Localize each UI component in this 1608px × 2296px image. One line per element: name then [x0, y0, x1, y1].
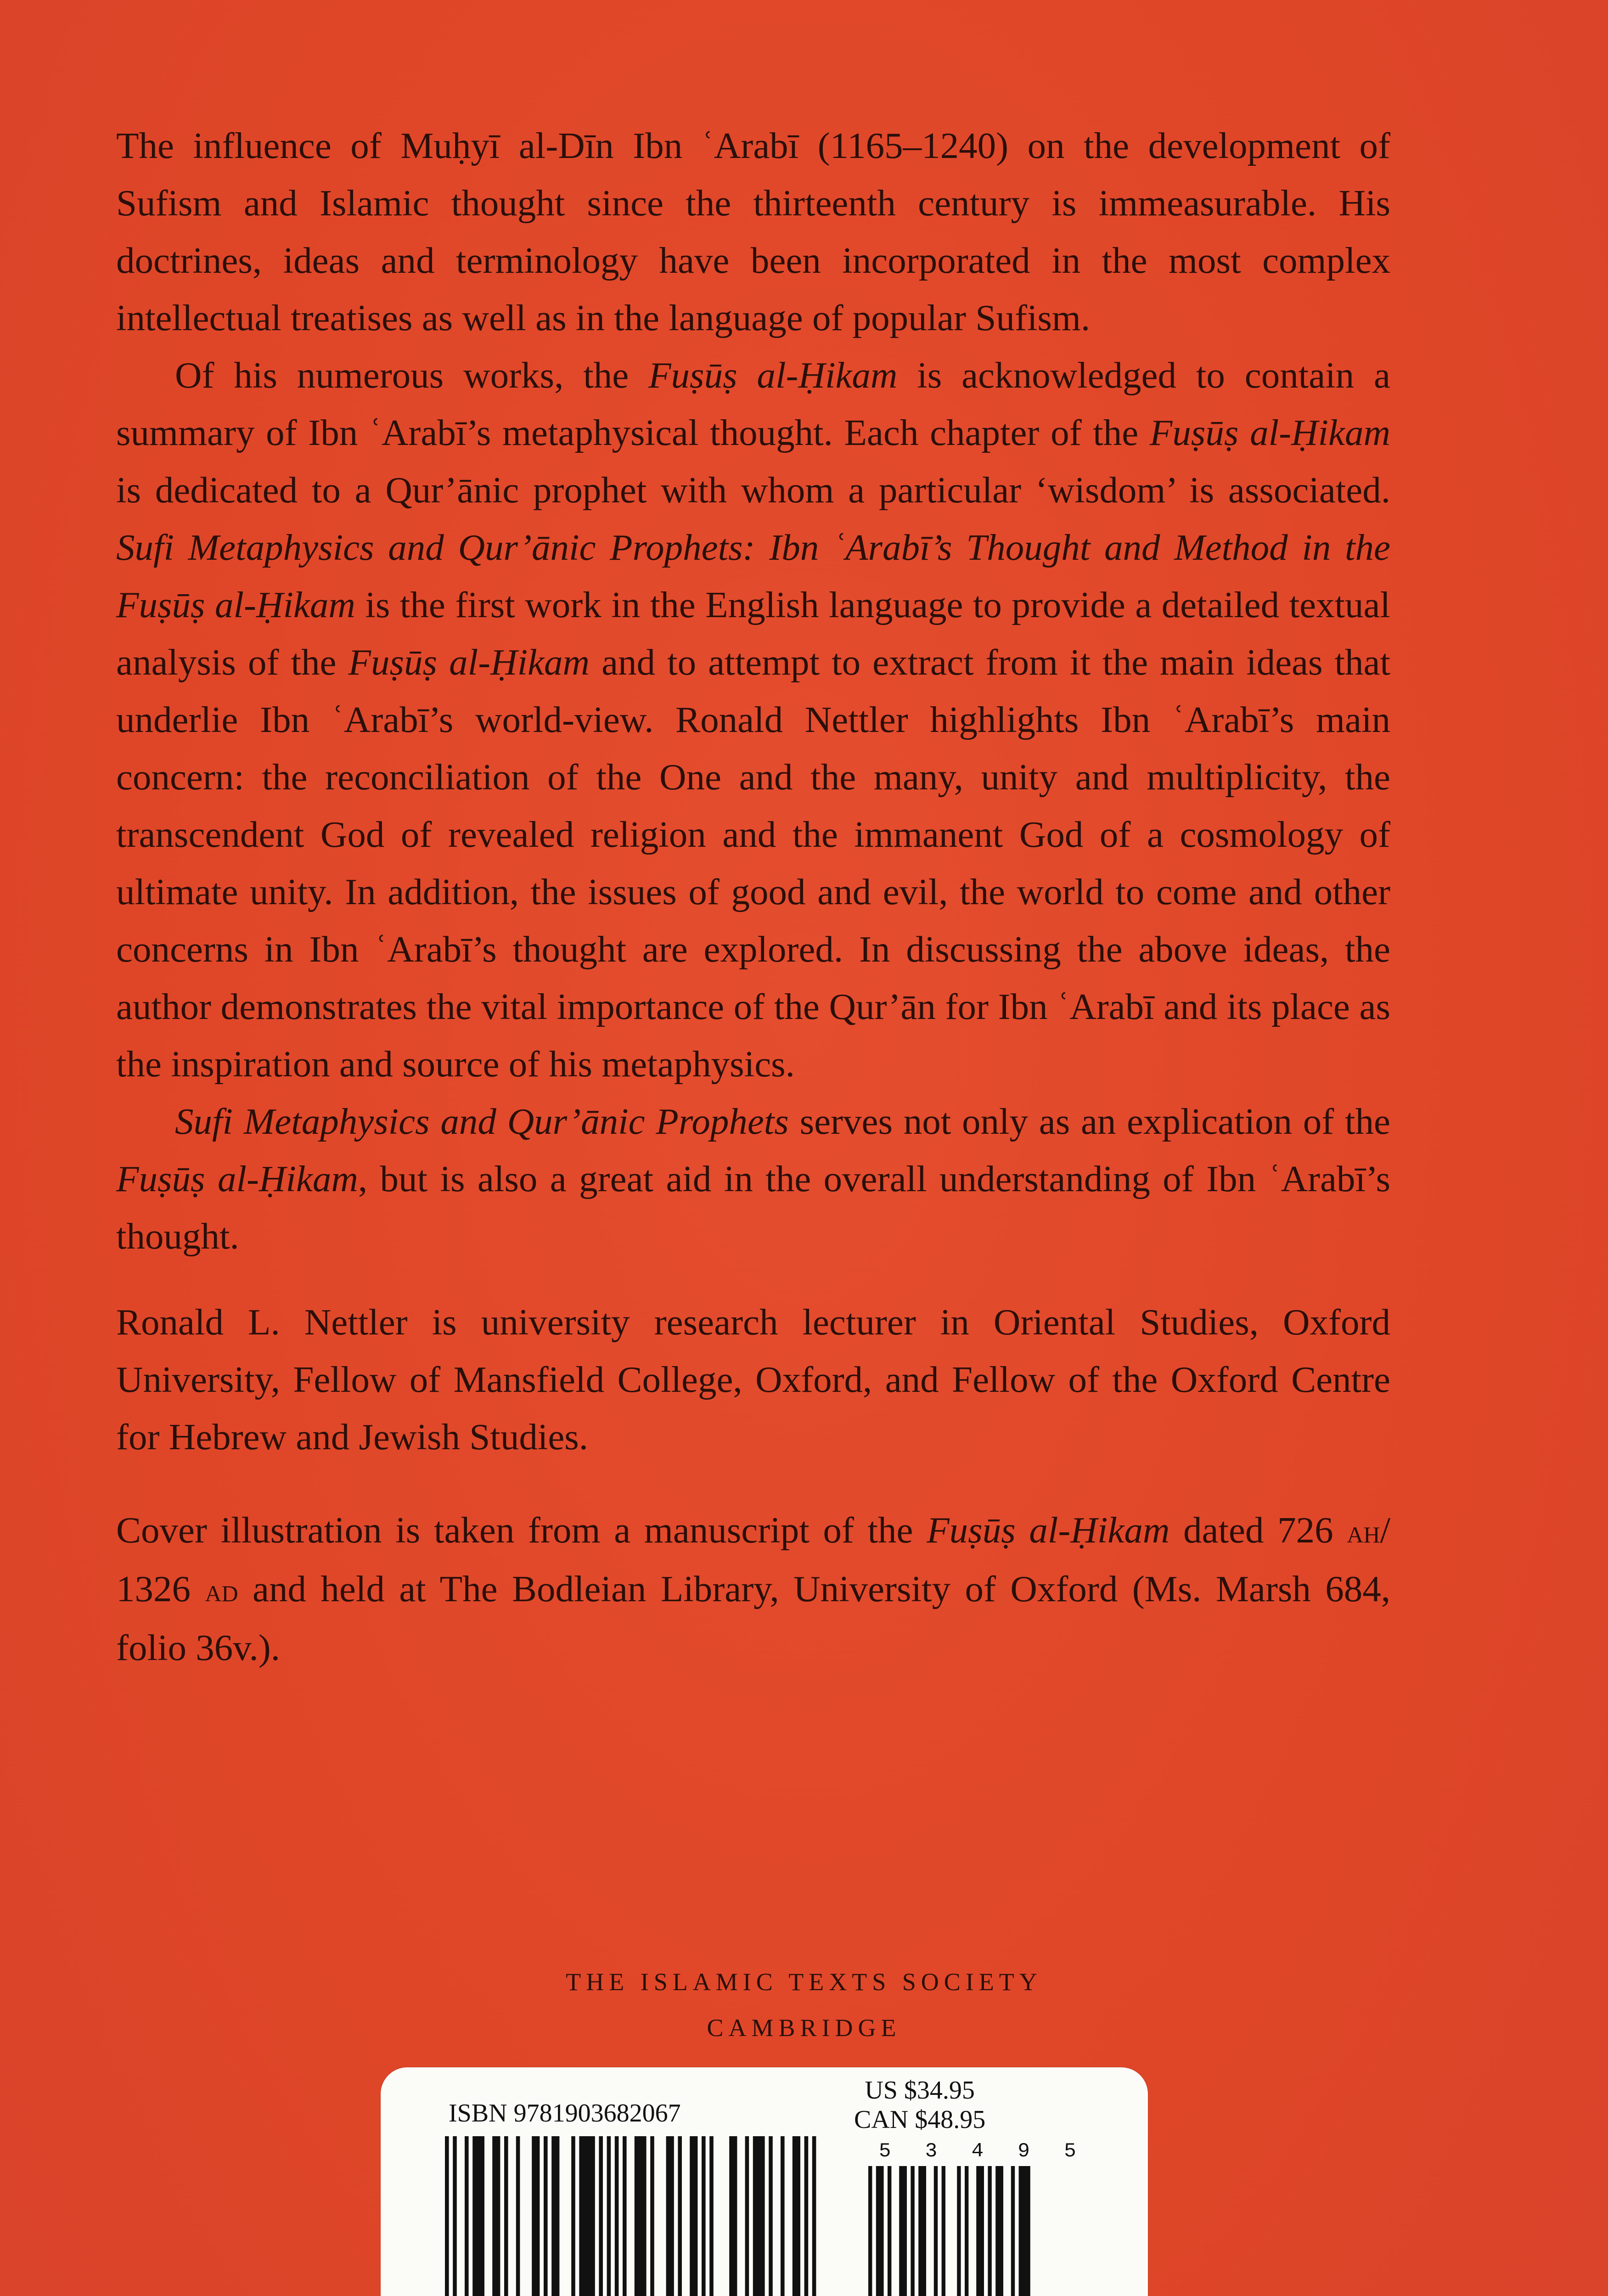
text-run: Fuṣūṣ al-Ḥikam: [1149, 412, 1391, 453]
text-run: / 1326: [116, 1509, 1390, 1609]
text-run: and held at The Bodleian Library, University of Oxford (Ms. Marsh 684, folio 36v.).: [116, 1568, 1390, 1668]
barcode-bar: [965, 2166, 968, 2296]
barcode-bar: [781, 2136, 785, 2296]
barcode-bar: [745, 2136, 749, 2296]
barcode-bar: [504, 2136, 508, 2296]
publisher-city: CAMBRIDGE: [707, 2014, 901, 2042]
barcode-bar: [934, 2166, 938, 2296]
barcode-bar: [995, 2166, 1003, 2296]
text-run: and to attempt to extract from it the main ideas that underlie Ibn ʿArabī’s world-view. Ronald Nettler highlights Ibn ʿArabī’s main concern: the reconciliation of the One and the many, unity and multiplicity, the transcendent God of revealed religion and the immanent God of a cosmology of ultimate unity. In addition, the issues of good and evil, the world to come and other concerns in Ibn ʿArabī’s thought are explored. In discussing the above ideas, the author demonstrates the vital importance of the Qur’ān for Ibn ʿArabī and its place as the inspiration and source of his metaphysics.: [116, 642, 1390, 1085]
barcode-bar: [812, 2136, 816, 2296]
barcode-bar: [666, 2136, 674, 2296]
barcode-bar: [623, 2136, 627, 2296]
barcode-bar: [532, 2136, 540, 2296]
price-us: US $34.95: [865, 2076, 975, 2105]
text-run: , but is also a great aid in the overall understanding of Ibn ʿArabī’s thought.: [116, 1158, 1390, 1257]
barcode-bar: [957, 2166, 961, 2296]
text-run: Fuṣūṣ al-Ḥikam: [116, 1158, 358, 1199]
barcode-bar: [635, 2136, 647, 2296]
text-run: is acknowledged to contain a summary of Ibn ʿArabī’s metaphysical thought. Each chapter of the: [116, 355, 1390, 453]
cover-illustration-note: [116, 1502, 1390, 1677]
text-run: Fuṣūṣ al-Ḥikam: [648, 355, 898, 396]
text-run: serves not only as an explication of the: [788, 1101, 1390, 1142]
price-addon-barcode: [868, 2166, 1052, 2296]
barcode-bar: [551, 2136, 559, 2296]
text-run: is dedicated to a Qur’ānic prophet with whom a particular ‘wisdom’ is associated.: [116, 469, 1390, 511]
barcode-bar: [453, 2136, 457, 2296]
text-run: Fuṣūṣ al-Ḥikam: [927, 1509, 1170, 1551]
barcode-bar: [492, 2136, 500, 2296]
price-block: [854, 2076, 985, 2134]
barcode-bar: [769, 2136, 773, 2296]
barcode-bar: [445, 2136, 449, 2296]
barcode-bar: [1019, 2166, 1030, 2296]
barcode-bar: [690, 2136, 697, 2296]
barcode-bar: [918, 2166, 926, 2296]
barcode-bar: [709, 2136, 714, 2296]
blurb-paragraph-3: [116, 1093, 1390, 1265]
barcode-bar: [607, 2136, 611, 2296]
text-run: Cover illustration is taken from a manuscript of the: [116, 1509, 927, 1551]
text-run: dated 726: [1169, 1509, 1347, 1551]
author-bio: [116, 1294, 1390, 1466]
barcode-bar: [942, 2166, 945, 2296]
isbn-number: ISBN 9781903682067: [449, 2099, 681, 2127]
barcode-bar: [876, 2166, 884, 2296]
barcode-bar: [702, 2136, 706, 2296]
barcode-bar: [516, 2136, 520, 2296]
blurb-paragraph-2: [116, 347, 1390, 1093]
barcode-bar: [868, 2166, 872, 2296]
barcode-bar: [804, 2136, 809, 2296]
barcode-bar: [472, 2136, 484, 2296]
barcode-bar: [571, 2136, 575, 2296]
text-run: Sufi Metaphysics and Qur’ānic Prophets: [175, 1101, 789, 1142]
text-run: ah: [1347, 1513, 1380, 1550]
barcode-bar: [465, 2136, 469, 2296]
barcode-bar: [899, 2166, 907, 2296]
price-barcode-sticker: [381, 2067, 1148, 2296]
barcode-bar: [1011, 2166, 1015, 2296]
barcode-bar: [976, 2166, 984, 2296]
ean-barcode: [445, 2136, 831, 2296]
back-cover-blurb: [116, 117, 1390, 1677]
text-run: Sufi Metaphysics and Qur’ānic Prophets: Ibn ʿArabī’s Thought and Method in the Fuṣūṣ al-Ḥikam: [116, 527, 1390, 625]
barcode-bar: [793, 2136, 800, 2296]
text-run: The influence of Muḥyī al-Dīn Ibn ʿArabī (1165–1240) on the development of Sufism and Islamic thought since the thirteenth century is immeasurable. His doctrines, ideas and terminology have been incorporated in the most complex intellectual treatises as well as in the language of popular Sufism.: [116, 125, 1390, 338]
text-run: ad: [205, 1572, 238, 1609]
barcode-bar: [678, 2136, 682, 2296]
barcode-bar: [599, 2136, 603, 2296]
text-run: Fuṣūṣ al-Ḥikam: [348, 642, 590, 683]
barcode-bar: [579, 2136, 595, 2296]
blurb-paragraph-1: [116, 117, 1390, 347]
text-run: Ronald L. Nettler is university research lecturer in Oriental Studies, Oxford University, Fellow of Mansfield College, Oxford, and Fellow of the Oxford Centre for Hebrew and Jewish Studies.: [116, 1301, 1390, 1458]
barcode-bar: [988, 2166, 991, 2296]
text-run: Of his numerous works, the: [175, 355, 649, 396]
text-run: is the first work in the English language to provide a detailed textual analysis of the: [116, 584, 1390, 683]
barcode-bar: [888, 2166, 891, 2296]
barcode-bar: [650, 2136, 654, 2296]
barcode-bar: [729, 2136, 737, 2296]
barcode-bar: [544, 2136, 548, 2296]
addon-digits: 5 3 4 9 5: [879, 2140, 1087, 2163]
publisher-name: THE ISLAMIC TEXTS SOCIETY: [566, 1968, 1042, 1996]
barcode-bar: [753, 2136, 765, 2296]
price-can: CAN $48.95: [854, 2105, 986, 2134]
barcode-bar: [615, 2136, 619, 2296]
barcode-bar: [911, 2166, 914, 2296]
